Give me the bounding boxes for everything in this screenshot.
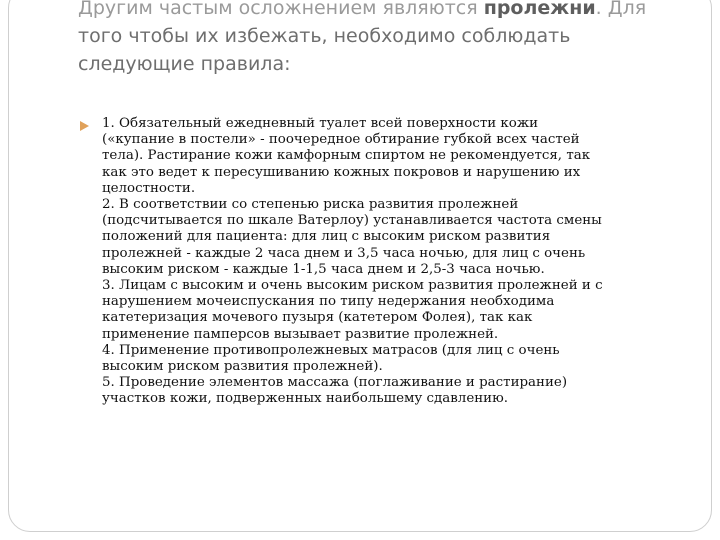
bullet-line: применение памперсов вызывает развитие пролежней. [102, 326, 499, 342]
title-line1-post: . Для [595, 0, 647, 19]
bullet-line: 5. Проведение элементов массажа (поглаживание и растирание) [102, 375, 568, 391]
bullet-line: высоким риском - каждые 1-1,5 часа днем и 2,5-3 часа ночью. [102, 261, 545, 277]
bullet-line: пролежней - каждые 2 часа днем и 3,5 часа ночью, для лиц с очень [102, 245, 586, 261]
title-line1-pre: Другим частым осложнением являются [78, 0, 484, 19]
bullet-line: катетеризация мочевого пузыря (катетером Фолея), так как [102, 310, 533, 326]
bullet-line: участков кожи, подверженных наибольшему сдавлению. [102, 391, 509, 407]
bullet-line: как это ведет к пересушиванию кожных покровов и нарушению их [102, 164, 581, 180]
bullet-line: 3. Лицам с высоким и очень высоким риском развития пролежней и с [102, 278, 603, 294]
slide-title [78, 0, 698, 78]
title-line2: того чтобы их избежать, необходимо соблюдать [78, 25, 571, 47]
bullet-line: 1. Обязательный ежедневный туалет всей поверхности кожи [102, 116, 539, 131]
bullet-line: тела). Растирание кожи камфорным спиртом не рекомендуется, так [102, 148, 591, 164]
bullet-line: нарушением мочеиспускания по типу недержания необходима [102, 294, 555, 310]
bullet-text [102, 116, 698, 408]
bullet-line: положений для пациента: для лиц с высоким риском развития [102, 229, 551, 245]
bullet-line: 4. Применение противопролежневых матрасов (для лиц с очень [102, 342, 560, 358]
title-line1-bold: пролежни [483, 0, 596, 19]
bullet-line: целостности. [102, 180, 196, 196]
bullet-arrow-icon [80, 121, 89, 131]
bullet-line: («купание в постели» - поочередное обтирание губкой всех частей [102, 132, 580, 148]
title-line3: следующие правила: [78, 53, 291, 75]
bullet-line: (подсчитывается по шкале Ватерлоу) устанавливается частота смены [102, 213, 602, 229]
bullet-line: 2. В соответствии со степенью риска развития пролежней [102, 197, 519, 213]
bullet-line: высоким риском развития пролежней). [102, 359, 383, 375]
